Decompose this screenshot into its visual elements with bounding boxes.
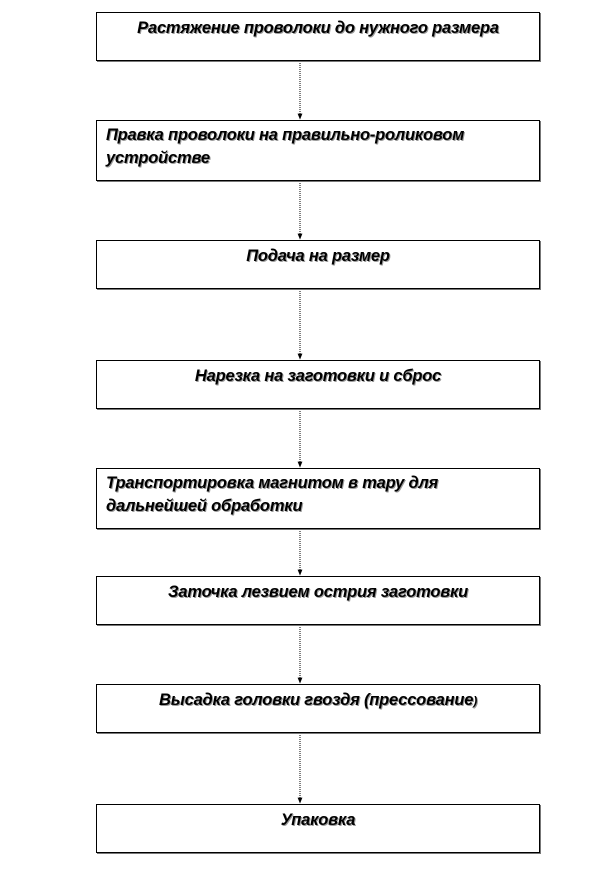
step-box-5	[96, 468, 540, 529]
step-label-7-main: Высадка головки гвоздя (прессование	[158, 691, 474, 709]
step-box-2	[96, 120, 540, 181]
step-box-8	[96, 804, 540, 853]
step-label-4: Нарезка на заготовки и сброс	[194, 367, 442, 385]
step-label-3: Подача на размер	[246, 247, 390, 265]
step-label-7-suffix: )	[473, 694, 478, 708]
step-box-3	[96, 240, 540, 289]
step-label-2: Правка проволоки на правильно-роликовом устройстве	[106, 126, 465, 167]
step-label-8: Упаковка	[280, 811, 356, 829]
step-box-1	[96, 12, 540, 61]
step-label-6: Заточка лезвием острия заготовки	[167, 583, 469, 601]
step-box-7	[96, 684, 540, 733]
step-box-6	[96, 576, 540, 625]
step-box-4	[96, 360, 540, 409]
step-label-7	[97, 689, 539, 713]
step-label-1: Растяжение проволоки до нужного размера	[137, 19, 499, 37]
step-label-5: Транспортировка магнитом в тару для дальнейшей обработки	[106, 474, 439, 515]
